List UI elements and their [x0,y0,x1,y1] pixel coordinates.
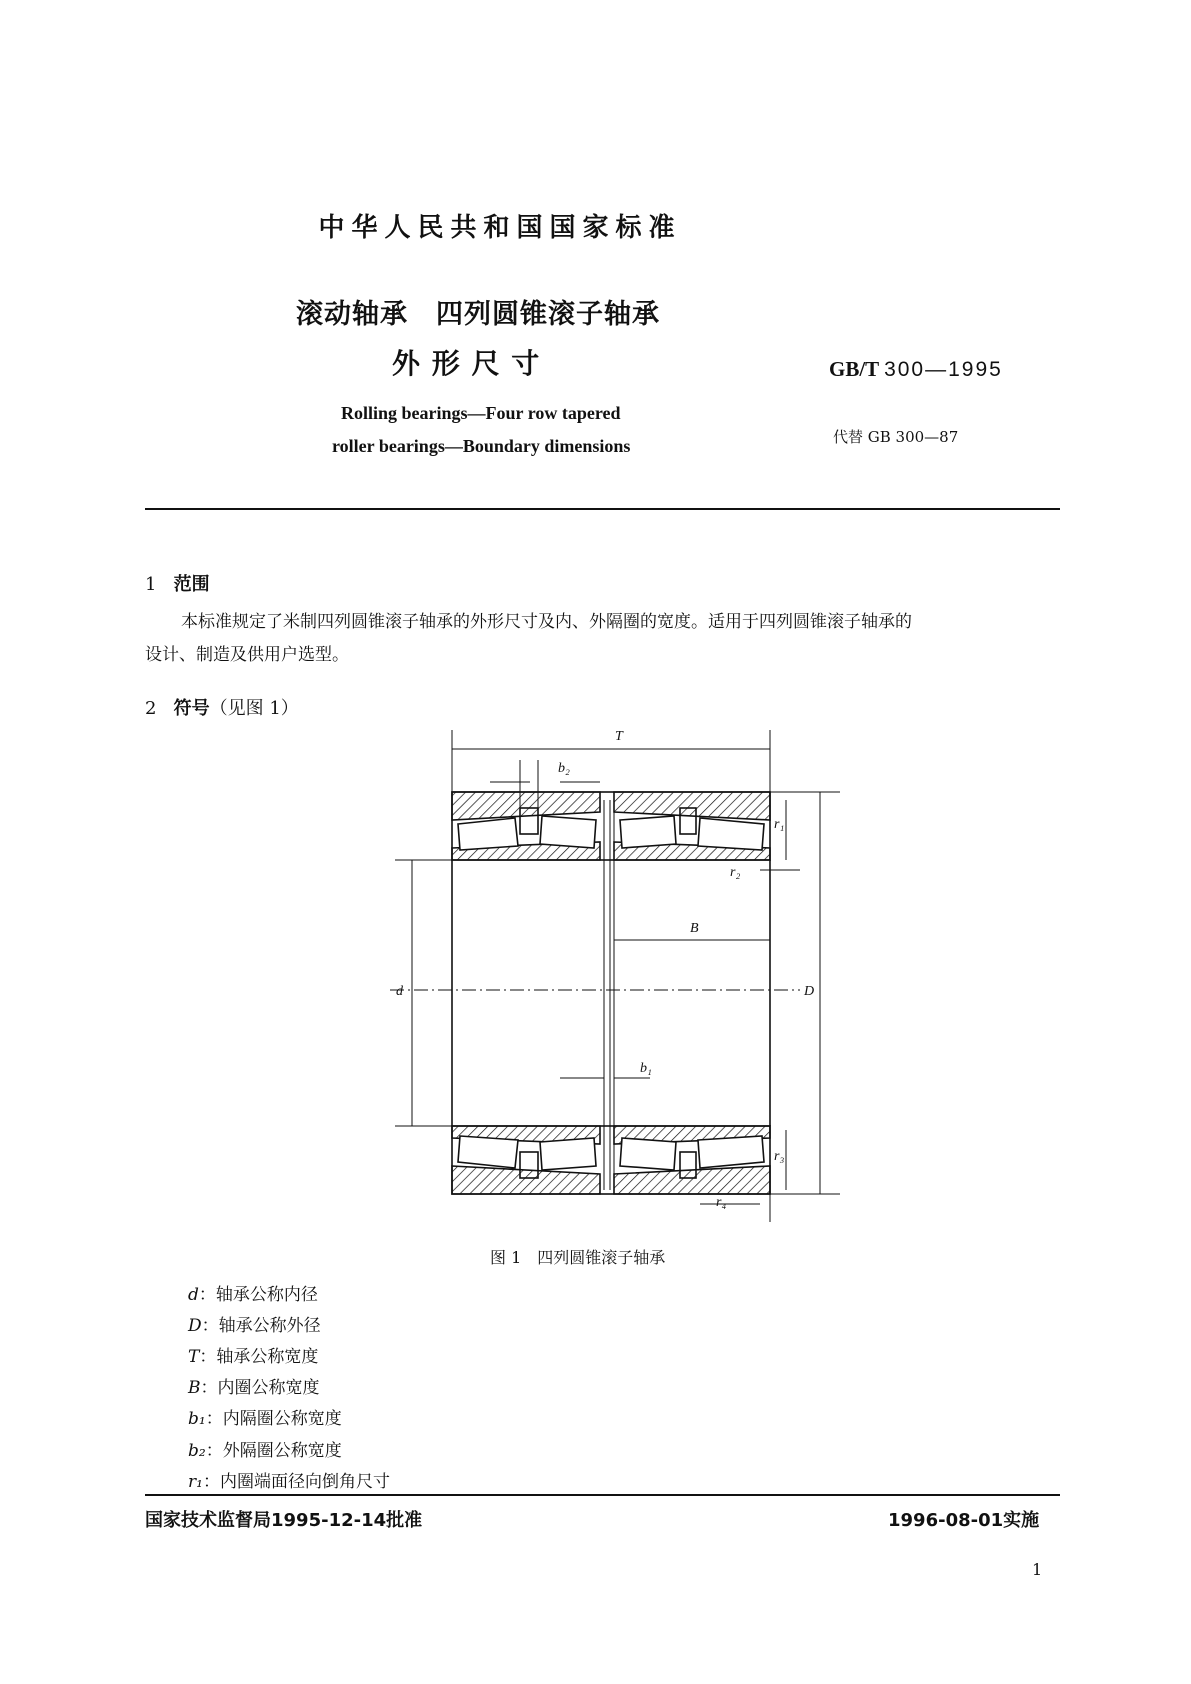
english-title-line-2: roller bearings—Boundary dimensions [332,436,631,456]
section-1-body [145,606,1060,672]
standard-code [829,357,1003,382]
title-line-1: 滚动轴承 四列圆锥滚子轴承 [296,299,660,330]
label-T: T [615,729,623,744]
symbol-b2-sym: b₂ [188,1441,206,1461]
label-B: B [690,921,699,936]
roller-bottom-3 [620,1138,676,1170]
label-r3: r₃ [774,1149,785,1164]
roller-top-2 [540,816,596,848]
symbol-D [188,1311,321,1336]
effective-date: 1996-08-01实施 [888,1510,1040,1531]
symbol-r1-desc: ：内圈端面径向倒角尺寸 [202,1472,390,1492]
roller-top-3 [620,816,676,848]
section-1-title: 范围 [173,574,210,595]
roller-top-1 [458,818,518,850]
symbol-b2 [188,1436,342,1461]
section-2-heading [145,694,299,720]
bearing-figure [360,720,860,1240]
code-number: 300—1995 [884,358,1003,381]
label-r4: r₄ [716,1195,727,1210]
outer-ring-right-top [614,792,770,820]
section-1-number: 1 [145,574,157,595]
symbol-B-desc: ：内圈公称宽度 [200,1378,320,1398]
symbol-d-desc: ：轴承公称内径 [198,1285,318,1305]
section-1-heading [145,570,210,596]
symbol-T [188,1342,318,1367]
symbol-B [188,1373,320,1398]
section-1-text-line-1: 本标准规定了米制四列圆锥滚子轴承的外形尺寸及内、外隔圈的宽度。适用于四列圆锥滚子轴承的 [181,612,912,632]
symbol-b2-desc: ：外隔圈公称宽度 [205,1441,342,1461]
roller-top-4 [698,818,764,850]
section-2-number: 2 [145,698,157,719]
section-1-text-line-2: 设计、制造及供用户选型。 [145,645,349,665]
symbol-r1-sym: r₁ [188,1472,203,1492]
section-2-title-suffix: （见图 1） [209,698,299,719]
outer-ring-left-bottom [452,1166,600,1194]
header-divider [145,508,1060,510]
label-D: D [804,984,815,999]
symbol-d [188,1280,318,1305]
symbol-T-sym: T [188,1347,200,1367]
symbol-D-desc: ：轴承公称外径 [201,1316,321,1336]
symbol-d-sym: d [188,1285,199,1305]
label-b2: b₂ [558,761,570,776]
outer-ring-left-top [452,792,600,820]
symbol-r1 [188,1467,390,1492]
roller-bottom-4 [698,1136,764,1168]
outer-ring-right-bottom [614,1166,770,1194]
title-line-2: 外 形 尺 寸 [392,347,541,380]
symbol-T-desc: ：轴承公称宽度 [199,1347,319,1367]
symbol-b1-sym: b₁ [188,1409,206,1429]
national-standard-heading: 中华人民共和国国家标准 [318,213,682,243]
label-r2: r₂ [730,865,741,880]
code-prefix: GB/T [829,357,879,381]
roller-bottom-2 [540,1138,596,1170]
label-r1: r₁ [774,817,785,832]
section-2-title: 符号 [173,698,210,719]
english-title-line-1: Rolling bearings—Four row tapered [341,403,621,423]
label-d: d [396,984,403,999]
page-number: 1 [1032,1560,1043,1579]
replaces-note: 代替 GB 300—87 [833,428,959,446]
symbol-B-sym: B [188,1378,201,1398]
approval-note: 国家技术监督局1995-12-14批准 [145,1510,423,1531]
symbol-b1 [188,1404,342,1429]
figure-caption: 图 1 四列圆锥滚子轴承 [490,1248,666,1267]
symbol-D-sym: D [188,1316,202,1336]
label-b1: b₁ [640,1061,652,1076]
roller-bottom-1 [458,1136,518,1168]
footer-divider [145,1494,1060,1496]
symbol-b1-desc: ：内隔圈公称宽度 [205,1409,342,1429]
